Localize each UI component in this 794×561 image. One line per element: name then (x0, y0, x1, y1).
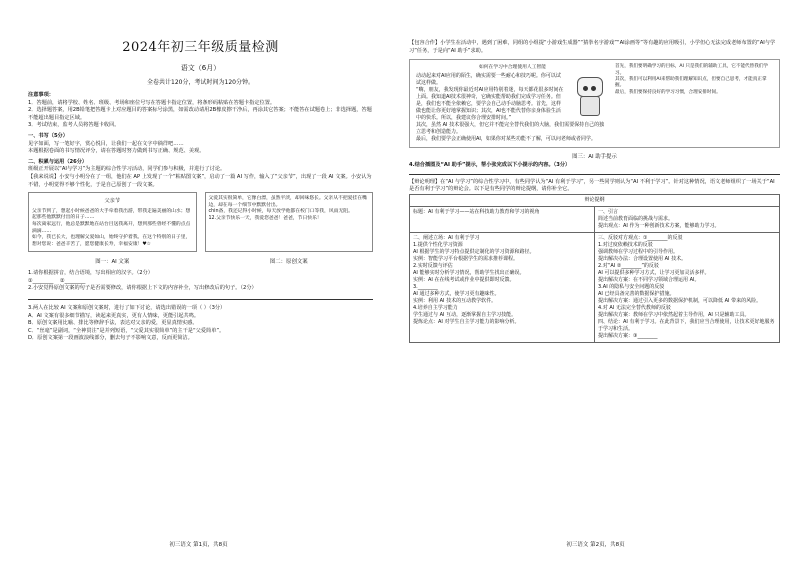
question-1: 1.请你根据拼音，结合语境，写出相应的汉字。（2分） (28, 270, 153, 277)
note-1: 1．答题前，请将学校、姓名、班级、考场和座位号写在答题卡指定位置，将条形码粘贴在答题卡指定位置。 (28, 99, 276, 106)
debate-outline-table (409, 194, 780, 343)
q3-option-b: B．原创文案用比喻、排比等修辞手法，表达对父亲的爱，更显真情实感。 (28, 320, 198, 327)
answer-line (28, 299, 373, 300)
q3-option-d: D．原创文案第一段画波浪线部分，删去句子不影响文意，反而更简洁。 (28, 335, 193, 342)
ai-assistant-side-text: 首先，我们要明确学习的目标，AI 只是我们的辅助工具，它不能代替我们学习。 其次，我们可以利用AI来帮助我们理解知识点，但要自己思考，才能真正掌握。 最后，我们要保持良好的学习习惯，合理安排时间。 (615, 64, 769, 95)
table-row2-left: 二、阐述立场：AI 有利于学习 1.提供个性化学习资源 AI 根据学生的学习特点提供定制化的学习资源和路径。 实例：智能学习平台根据学生的需求推荐课程。 2.实时反馈与评估 AI 能够实时分析学习情况，帮助学生找出正确误。 实例：AI 在在线考试或作业中提供即时反馈。 3.________ AI 通过多种方式，使学习更有趣味性。 实例：利用 AI 技术的互动教学软件。 4.培养自主学习能力 学生通过与 AI 互动，逐渐掌握自主学习技能。 提炼论点：AI 对学生自主学习能力的影响分析。 (410, 232, 595, 342)
q3-option-c: C．“丝毫”是副词，“全神贯注”是并列短语，“父爱其实很简单”的主干是“父爱简单”。 (28, 327, 225, 334)
ai-assistant-main (416, 64, 609, 143)
ai-assistant-figure (409, 59, 780, 148)
section-2-heading: 二、积累与运用（26分） (28, 158, 88, 165)
ai-assistant-side (615, 64, 773, 143)
figure-1-text: 父亲节到了，想起小时候爸爸的大手牵着我出游，带我走遍美丽的山水；想起那些他默默付出的日子…… 每次离家远行，他总是默默地在站台目送我离开，想到那些曾经不懂的点点滴滴…… 如今，我已长大，也理解父爱如山，始终守护着我。在这个特别的日子里，想对您说：爸爸辛苦了，愿您健康长寿，幸福安康！♥☆ (32, 208, 191, 247)
question-1-blanks: ①________ ②________ (28, 277, 86, 284)
page-right (397, 0, 794, 561)
section-1-text: 见字如面，写一笔好字，赏心悦目，让我们一起在文字中徜徉吧…… 本题根据卷面的书写情况评分，请在答题时努力做到书写正确、规范、美观。 (28, 140, 205, 155)
figure-ai-copy (28, 192, 197, 252)
section-1-heading: 一、书写（5分） (28, 132, 68, 139)
table-row2-right: 三、反驳对方观点：①________的反驳 1.对过度依赖技术的反驳 强调教师在学习过程中的引导作用。 提出解决办法：合理设置使用 AI 技术。 2.对“AI ②________”的反驳 AI 可以提供多种学习方式，让学习更加灵活多样。 提出解决方案：在不同学习领域合理运用 AI。 3.AI 的隐私与安全问题的反驳 AI 已经具备完善的数据保护措施。 提出解决方案：通过引入更多的数据保护机制，可以降低 AI 带来的风险。 4.对 AI 无法完全替代教师的反驳 提出解决方案：教师在学习中依然起着主导作用，AI 只是辅助工具。 四、结论：AI 有利于学习。在此背景下，我们应当合理使用，让技术更好地服务于学习和生活。 提出解决方案：③________ (595, 232, 780, 342)
ai-assistant-title: 如何在学习中合理使用人工智能 (478, 65, 547, 71)
page-footer-right: 初三语文 第2页，共8页 (566, 541, 625, 548)
q3-option-a: A．AI 文案有很多细节描写，读起来更真实，更有人情味，更能引起共鸣。 (28, 312, 200, 319)
table-row1-right: 一、引言 简述当前教育面临的挑战与需求。 提出观点：AI 作为一种创新技术方案，能够助力学习。 (595, 206, 780, 232)
exam-subject: 语文（6月） (180, 64, 221, 72)
figure-2-text: 父爱其实很简单，它像白漂，虽然平淡，却回味悠长。父亲从不把爱挂在嘴边，却在每一个细节中默默付出。 chin备，我还记得小时候，每天放学他都在校门口等我，风雨无阻。 12.父亲节快乐一天，我爱您爸爸！爸爸，节日快乐！ (208, 196, 367, 221)
notes-title: 注意事项： (28, 92, 54, 98)
score-line: 全卷共计120分，考试时间为120分钟。 (147, 79, 254, 86)
divider (409, 174, 780, 175)
table-title: 辩论提纲 (410, 194, 780, 206)
ai-assistant-text: 动动起来对AI应用的陌生，确实需要一些耐心和技巧呢。你可以试试这样做。 “嗨，朋友，我发现你最近对AI应用特别着迷，每天都花很多时间在上面。我知道AI技术很神奇，它确实能帮助我们完成学习任务。但是，我们也不能全依赖它，要学会自己动手动脑思考。首先，这样做也能让你更好地掌握知识；其次，AI也不能代替你亲身体验生活中的快乐。所以，我建议你合理安排时间。” 其次，虽然 AI 技术很强大，但它并不能完全替代我们的大脑，我们需要保持自己的独立思考和创造能力。 最后，我们要学会正确使用AI，如果你对某些功能不了解，可以问老师或者同学。 (416, 73, 605, 143)
note-3: 3．考试结束，监考人员将答题卡收回。 (28, 122, 120, 129)
question-intro: 【我来说说】小安与小明分在了一组，他们在 AP 上发现了一个“粘贴图文案”，启动了一篇 AI 写作，输入了“父亲节”，出现了一段 AI 文案。小安认为不错，小明觉得不够个性化，于是自己原创了一段文案。 (28, 173, 372, 188)
debate-intro: 【辩论明理】在“AI 与学习”的综合性学习中，有些同学认为“AI 有利于学习”，另一些同学则认为“AI 不利于学习”。针对这种情况，语文老师组织了一场关于“AI 是否有利于学习”的辩论会。以下是有些同学的辩论提纲，请你补全它。 (409, 178, 777, 193)
section-2-text: 班级正开展以“AI与学习”为主题的综合性学习活动，同学们参与积极，并进行了讨论。 (28, 166, 226, 173)
page-footer-left: 初三语文 第1页，共8页 (169, 541, 228, 548)
right-intro: 【包容合作】小学生在活动中，遇到了困难，同组的小组提“小游戏生成器”“猜拳名字游戏”“AI涂画等”等有趣的应用吸引，小学但心无法完成老师布置的“AI与学习”任务，于是向“AI 助手”求助。 (409, 40, 776, 54)
exam-title: 2024年初三年级质量检测 (122, 40, 279, 55)
note-2: 2．选择题答案，用2B铅笔把答题卡上对应题目的答案标号涂黑，如需改动请用2B橡皮擦干净后，再涂其它答案；不能答在试题卷上；非选择题，答题不能超出题目指定区域。 (28, 107, 372, 121)
figure-1-caption: 图一：AI 文案 (95, 259, 130, 266)
question-4: 4.结合插图及“AI 助手”提示，帮小张完成以下小提示的内容。（3分） (409, 162, 571, 169)
figure-3-caption: 图三：AI 助手提示 (572, 154, 617, 161)
caption-row (28, 255, 373, 267)
figure-original-copy (205, 192, 374, 252)
figure-1-title: 父亲节 (104, 198, 121, 205)
robot-icon (569, 73, 609, 117)
figure-row (28, 192, 373, 252)
figure-2-caption: 图二：原创文案 (269, 259, 308, 266)
table-row1-left: 标题：AI 有利于学习——站在科技助力教育和学习的视角 (410, 206, 595, 232)
question-2: 2.小安觉得原创文案的句子是否需要修改，请你根据上下文的内容补全，写出修改后的句子。（2分） (28, 285, 257, 292)
question-3: 3.两人在比较 AI 文案和原创文案时，进行了如下讨论，请选出错误的一项（ ）（3分） (28, 305, 226, 312)
